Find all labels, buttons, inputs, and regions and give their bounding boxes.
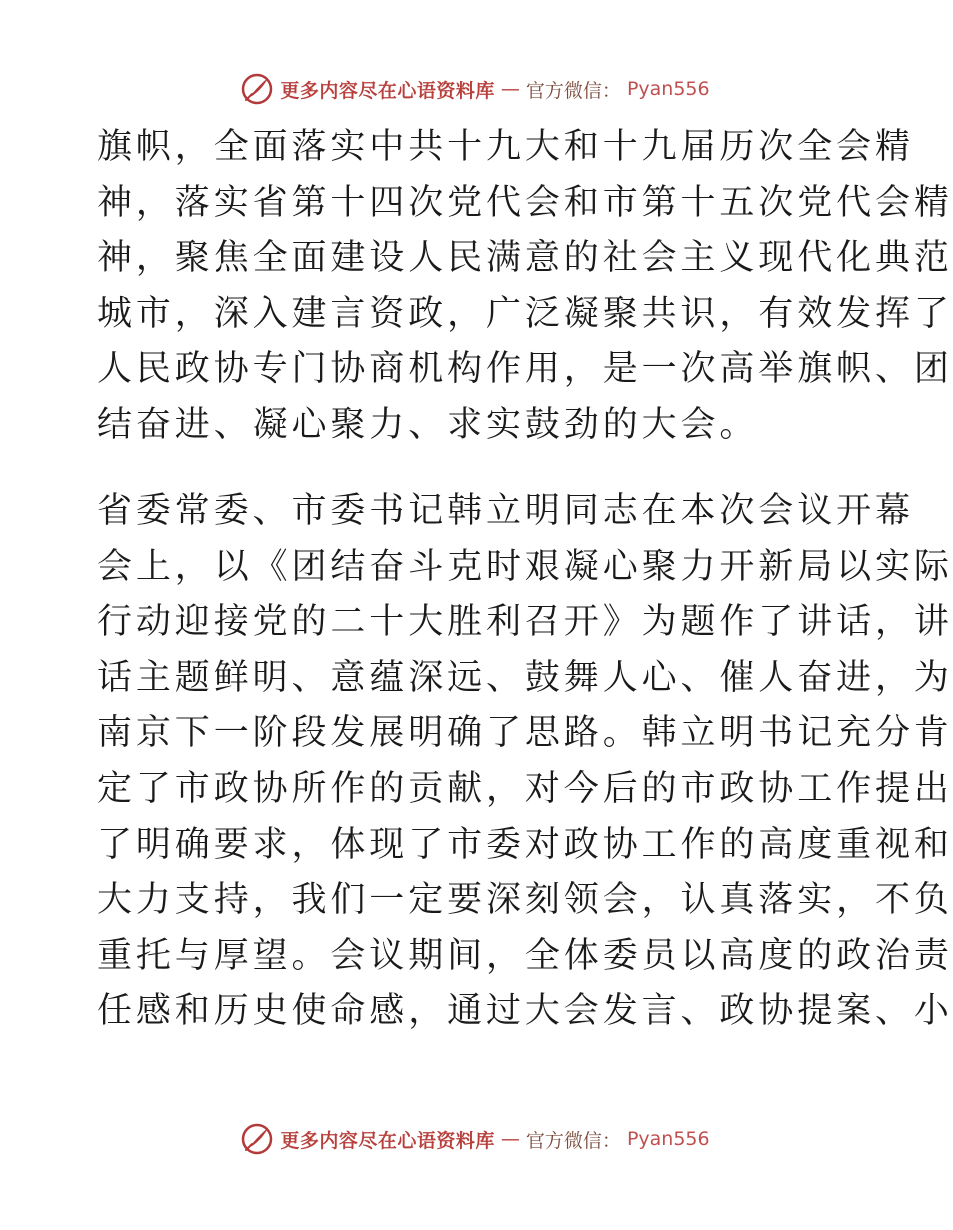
paragraph-2 xyxy=(97,484,953,1040)
watermark-separator: — xyxy=(500,78,520,100)
header-watermark xyxy=(0,72,950,106)
watermark-main-text: 更多内容尽在心语资料库 xyxy=(280,1129,495,1152)
text-line: 南京下一阶段发展明确了思路。韩立明书记充分肯 xyxy=(97,713,953,754)
feather-seal-icon xyxy=(240,1122,274,1156)
text-line: 话主题鲜明、意蕴深远、鼓舞人心、催人奋进，为 xyxy=(97,657,953,698)
text-line: 旗帜，全面落实中共十九大和十九届历次全会精 xyxy=(97,127,914,167)
paragraph-1 xyxy=(97,120,953,454)
watermark-sub-text: 官方微信： xyxy=(525,1129,621,1152)
watermark-wechat-id: Pyan556 xyxy=(626,78,710,100)
text-line: 神，聚焦全面建设人民满意的社会主义现代化典范 xyxy=(97,238,953,279)
watermark-main-text: 更多内容尽在心语资料库 xyxy=(280,79,495,102)
text-line: 人民政协专门协商机构作用，是一次高举旗帜、团 xyxy=(97,349,953,390)
text-line: 任感和历史使命感，通过大会发言、政协提案、小 xyxy=(97,991,953,1032)
watermark-sub-text: 官方微信： xyxy=(525,79,621,102)
feather-seal-icon xyxy=(240,72,274,106)
text-line: 了明确要求，体现了市委对政协工作的高度重视和 xyxy=(97,824,953,865)
text-line: 神，落实省第十四次党代会和市第十五次党代会精 xyxy=(97,182,953,223)
watermark-separator: — xyxy=(500,1128,520,1150)
watermark-wechat-id: Pyan556 xyxy=(626,1128,710,1150)
text-line: 城市，深入建言资政，广泛凝聚共识，有效发挥了 xyxy=(97,293,953,334)
text-line: 行动迎接党的二十大胜利召开》为题作了讲话，讲 xyxy=(97,602,953,643)
text-line: 大力支持，我们一定要深刻领会，认真落实，不负 xyxy=(97,880,953,921)
footer-watermark xyxy=(0,1122,950,1156)
text-line: 重托与厚望。会议期间，全体委员以高度的政治责 xyxy=(97,935,953,976)
text-line: 省委常委、市委书记韩立明同志在本次会议开幕 xyxy=(97,491,914,531)
text-line: 结奋进、凝心聚力、求实鼓劲的大会。 xyxy=(97,404,759,445)
text-line: 定了市政协所作的贡献，对今后的市政协工作提出 xyxy=(97,768,953,809)
text-line: 会上，以《团结奋斗克时艰凝心聚力开新局以实际 xyxy=(97,546,953,587)
